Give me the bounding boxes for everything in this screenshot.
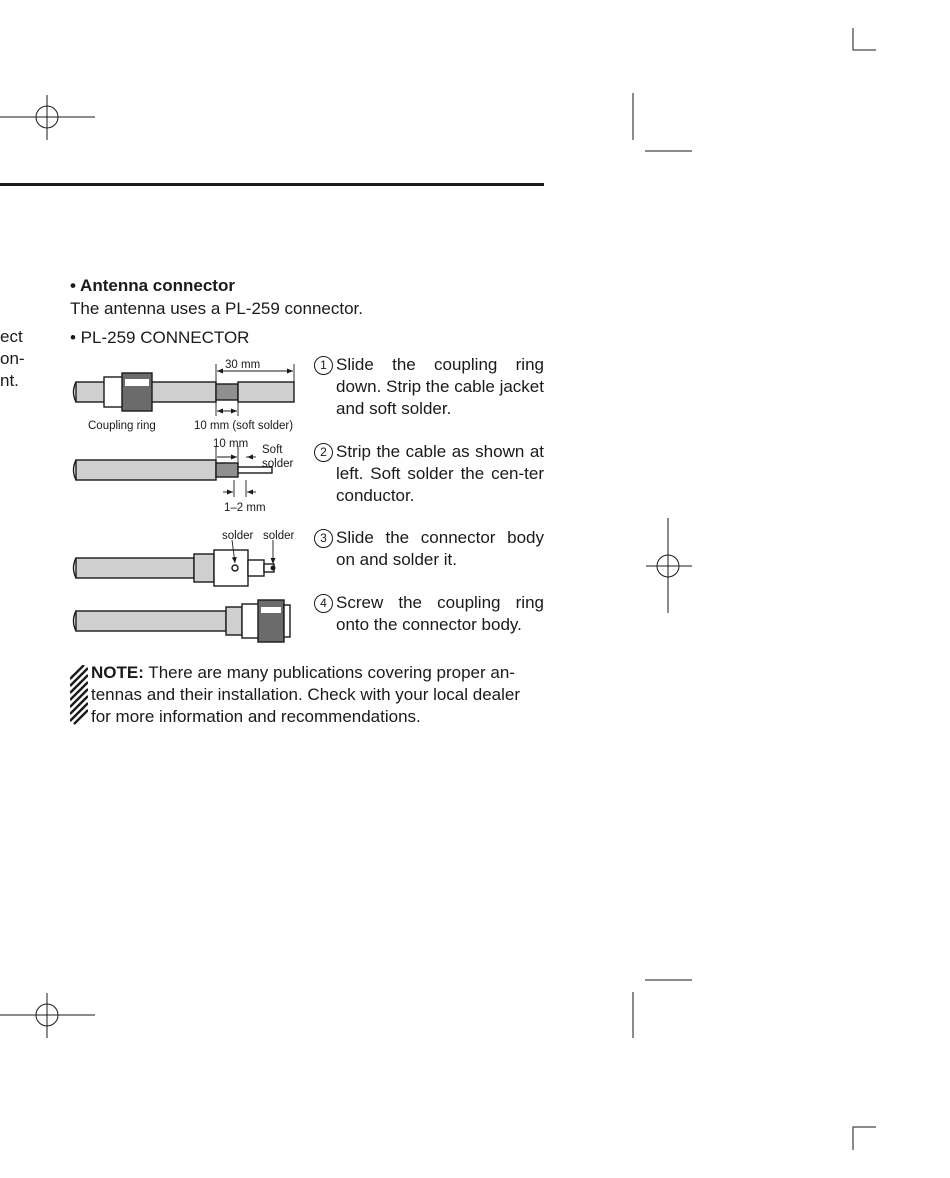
step-4 [314,592,544,636]
step-number: 2 [314,443,333,462]
connector-label: • PL-259 CONNECTOR [70,328,250,347]
header-rule [0,183,544,186]
dim-10mm-soft-label: 10 mm (soft solder) [194,420,294,432]
note-text: There are many publications covering proper an-tennas and their installation. Check with your local dealer for more information and recommendations. [91,663,521,726]
dim-10mm-label: 10 mm [213,438,249,450]
step-text: Screw the coupling ring onto the connector body. [336,593,544,634]
cable-step4 [74,600,291,642]
soft-label: Soft [262,444,283,456]
step-number: 3 [314,529,333,548]
registration-mark-right [646,518,692,613]
note-hatch-icon [70,665,88,727]
step-text: Strip the cable as shown at left. Soft solder the cen-ter conductor. [336,442,544,505]
step-number: 4 [314,594,333,613]
registration-mark-bottom-left [0,993,95,1038]
solder-left-label: solder [222,530,254,542]
crop-mark-top-right [853,28,876,50]
dim-30mm-label: 30 mm [225,359,261,371]
step-2 [314,441,544,507]
crop-mark-bottom-right [853,1127,876,1150]
section-heading: • Antenna connector [70,276,235,295]
section-intro: The antenna uses a PL-259 connector. [70,299,363,318]
step-1 [314,354,544,420]
step-number: 1 [314,356,333,375]
pl259-diagram [70,354,310,644]
step-3 [314,527,544,571]
cable-step1 [74,373,295,411]
step-text: Slide the coupling ring down. Strip the cable jacket and soft solder. [336,355,544,418]
margin-fragment: on- [0,349,25,368]
step-text: Slide the connector body on and solder it. [336,528,544,569]
dim-1-2mm-label: 1–2 mm [224,502,266,514]
solder-label: solder [262,458,294,470]
registration-mark-top-left [0,95,95,140]
solder-right-label: solder [263,530,295,542]
margin-fragment: nt. [0,371,19,390]
note-label: NOTE: [91,663,144,682]
cable-step3 [74,550,275,586]
margin-fragment: ect [0,327,23,346]
note-block [70,662,544,728]
coupling-ring-label: Coupling ring [88,420,156,432]
cable-step2 [74,460,273,480]
